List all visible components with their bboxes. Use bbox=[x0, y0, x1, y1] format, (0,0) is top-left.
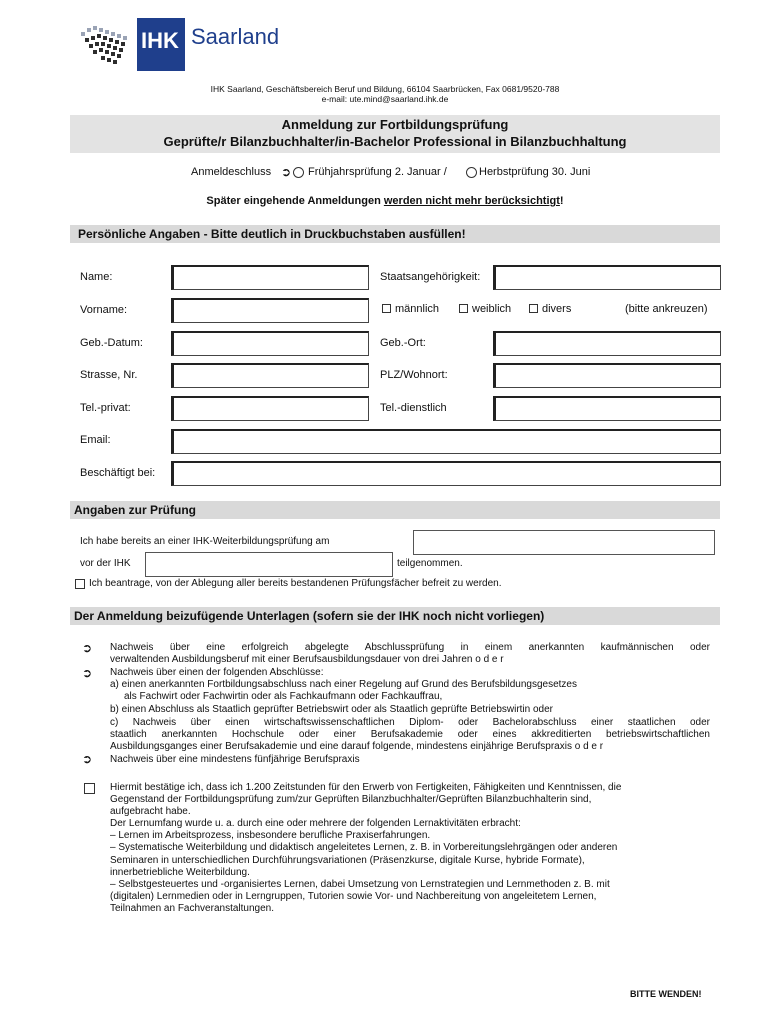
exemption-label: Ich beantrage, von der Ablegung aller bereits bestandenen Prüfungsfächer befreit zu werden. bbox=[89, 578, 502, 589]
title-line2: Geprüfte/r Bilanzbuchhalter/in-Bachelor Professional in Bilanzbuchhaltung bbox=[163, 134, 627, 149]
birthdate-label: Geb.-Datum: bbox=[80, 337, 143, 349]
title-box bbox=[70, 115, 720, 153]
exam-line2-suffix: teilgenommen. bbox=[397, 558, 463, 569]
employer-label: Beschäftigt bei: bbox=[80, 467, 156, 479]
phone-private-label: Tel.-privat: bbox=[80, 402, 131, 414]
confirmation-line: innerbetriebliche Weiterbildung. bbox=[110, 866, 250, 878]
saarland-map-icon bbox=[75, 18, 137, 71]
personal-heading: Persönliche Angaben - Bitte deutlich in Druckbuchstaben ausfüllen! bbox=[70, 225, 720, 243]
male-label: männlich bbox=[395, 303, 440, 315]
confirmation-line: Der Lernumfang wurde u. a. durch eine oder mehrere der folgenden Lernaktivitäten erbracht: bbox=[110, 818, 521, 830]
arrow-right-icon: ➲ bbox=[281, 165, 292, 179]
email-field[interactable] bbox=[171, 429, 721, 454]
confirmation-line: – Systematische Weiterbildung und didaktisch angeleitetes Lernen, z. B. in Vorbereitungslehrgängen oder anderen bbox=[110, 842, 618, 854]
doc-item1-line1: Nachweis über eine erfolgreich abgelegte Abschlussprüfung in einem anerkannten kaufmännischen oder bbox=[110, 642, 710, 653]
documents-heading: Der Anmeldung beizufügende Unterlagen (sofern sie der IHK noch nicht vorliegen) bbox=[70, 607, 720, 625]
confirmation-line: – Lernen im Arbeitsprozess, insbesondere berufliche Praxiserfahrungen. bbox=[110, 830, 431, 842]
arrow-right-icon: ➲ bbox=[82, 666, 93, 680]
exam-heading: Angaben zur Prüfung bbox=[70, 501, 720, 519]
confirmation-text bbox=[110, 782, 720, 915]
nationality-label: Staatsangehörigkeit: bbox=[380, 271, 481, 283]
email-label: Email: bbox=[80, 434, 111, 446]
late-notice-prefix: Später eingehende Anmeldungen bbox=[206, 195, 384, 207]
logo-text: IHK bbox=[141, 28, 179, 53]
arrow-right-icon: ➲ bbox=[82, 641, 93, 655]
autumn-exam-label: Herbstprüfung 30. Juni bbox=[479, 166, 591, 178]
late-notice-suffix: ! bbox=[559, 195, 564, 207]
nationality-field[interactable] bbox=[493, 265, 721, 290]
employer-field[interactable] bbox=[171, 461, 721, 486]
confirmation-checkbox[interactable] bbox=[84, 783, 95, 794]
zip-city-field[interactable] bbox=[493, 363, 721, 388]
diverse-label: divers bbox=[542, 303, 572, 315]
exam-chamber-field[interactable] bbox=[145, 552, 393, 577]
doc-item1-line2: verwaltenden Ausbildungsberuf mit einer Berufsausbildungsdauer von drei Jahren o d e r bbox=[110, 654, 504, 665]
tick-hint: (bitte ankreuzen) bbox=[625, 303, 708, 315]
late-notice-emphasis: werden nicht mehr berücksichtigt bbox=[383, 195, 560, 207]
confirmation-line: (digitalen) Lernmedien oder in Lerngruppen, Tutorien sowie Vor- und Nachbereitung von angeleitetem Lernen, bbox=[110, 890, 597, 902]
confirmation-line: aufgebracht habe. bbox=[110, 806, 191, 818]
deadline-label: Anmeldeschluss bbox=[191, 166, 272, 178]
confirmation-line: Seminaren in unterschiedlichen Durchführungsvariationen (Präsenzkurse, digitale Kurse, hybride Formate), bbox=[110, 854, 585, 866]
phone-work-label: Tel.-dienstlich bbox=[380, 402, 447, 414]
doc-item2-line5: c) Nachweis über einen wirtschaftswissenschaftlichen Diplom- oder Bachelorabschluss einer staatlichen oder bbox=[110, 717, 710, 728]
exam-line1: Ich habe bereits an einer IHK-Weiterbildungsprüfung am bbox=[80, 536, 330, 547]
doc-item2-line4: b) einen Abschluss als Staatlich geprüfter Betriebswirt oder als Staatlich geprüfte Betriebswirtin oder bbox=[110, 704, 554, 715]
confirmation-line: – Selbstgesteuertes und -organisiertes Lernen, dabei Umsetzung von Lernstrategien und Lernmethoden z. B. mit bbox=[110, 878, 610, 890]
confirmation-line: Hiermit bestätige ich, dass ich 1.200 Zeitstunden für den Erwerb von Fertigkeiten, Fähigkeiten und Kenntnissen, die bbox=[110, 782, 622, 793]
female-checkbox[interactable] bbox=[459, 304, 468, 313]
birthdate-field[interactable] bbox=[171, 331, 369, 356]
name-field[interactable] bbox=[171, 265, 369, 290]
exam-date-field[interactable] bbox=[413, 530, 715, 555]
male-checkbox[interactable] bbox=[382, 304, 391, 313]
turn-over-note: BITTE WENDEN! bbox=[630, 989, 702, 999]
firstname-label: Vorname: bbox=[80, 304, 128, 316]
name-label: Name: bbox=[80, 271, 113, 283]
ihk-logo bbox=[75, 18, 185, 71]
doc-item2-line7: Ausbildungsganges einer Berufsakademie und eine darauf folgende, mindestens einjährige Berufspraxis o d e r bbox=[110, 741, 604, 752]
address-line: IHK Saarland, Geschäftsbereich Beruf und Bildung, 66104 Saarbrücken, Fax 0681/9520-788 bbox=[210, 84, 560, 94]
title-line1: Anmeldung zur Fortbildungsprüfung bbox=[281, 117, 509, 132]
exam-line2-prefix: vor der IHK bbox=[80, 558, 131, 569]
female-label: weiblich bbox=[472, 303, 512, 315]
phone-work-field[interactable] bbox=[493, 396, 721, 421]
birthplace-label: Geb.-Ort: bbox=[380, 337, 426, 349]
arrow-right-icon: ➲ bbox=[82, 752, 93, 766]
doc-item2-line3: als Fachwirt oder Fachwirtin oder als Fachkaufmann oder Fachkauffrau, bbox=[124, 691, 443, 702]
zip-city-label: PLZ/Wohnort: bbox=[380, 369, 448, 381]
autumn-exam-radio[interactable] bbox=[466, 167, 477, 178]
doc-item2-line6: staatlich anerkannten Hochschule oder einer Berufsakademie oder eines akkreditierten betriebswirtschaftlichen bbox=[110, 729, 710, 740]
spring-exam-radio[interactable] bbox=[293, 167, 304, 178]
spring-exam-label: Frühjahrsprüfung 2. Januar / bbox=[308, 166, 447, 178]
logo-region: Saarland bbox=[191, 24, 280, 49]
confirmation-line: Teilnahmen an Fachveranstaltungen. bbox=[110, 902, 274, 914]
street-label: Strasse, Nr. bbox=[80, 369, 138, 381]
doc-item3: Nachweis über eine mindestens fünfjährige Berufspraxis bbox=[110, 754, 360, 765]
logo-box bbox=[137, 18, 185, 71]
confirmation-line: Gegenstand der Fortbildungsprüfung zum/zur Geprüften Bilanzbuchhalter/Geprüften Bilanzbuchhalterin sind, bbox=[110, 794, 592, 806]
street-field[interactable] bbox=[171, 363, 369, 388]
email-line: e-mail: ute.mind@saarland.ihk.de bbox=[321, 94, 449, 104]
doc-item2-line2: a) einen anerkannten Fortbildungsabschluss nach einer Regelung auf Grund des Berufsbildungsgesetzes bbox=[110, 679, 577, 690]
firstname-field[interactable] bbox=[171, 298, 369, 323]
diverse-checkbox[interactable] bbox=[529, 304, 538, 313]
exemption-checkbox[interactable] bbox=[75, 579, 85, 589]
phone-private-field[interactable] bbox=[171, 396, 369, 421]
late-notice bbox=[0, 195, 770, 207]
birthplace-field[interactable] bbox=[493, 331, 721, 356]
doc-item2-line1: Nachweis über einen der folgenden Abschlüsse: bbox=[110, 667, 324, 678]
